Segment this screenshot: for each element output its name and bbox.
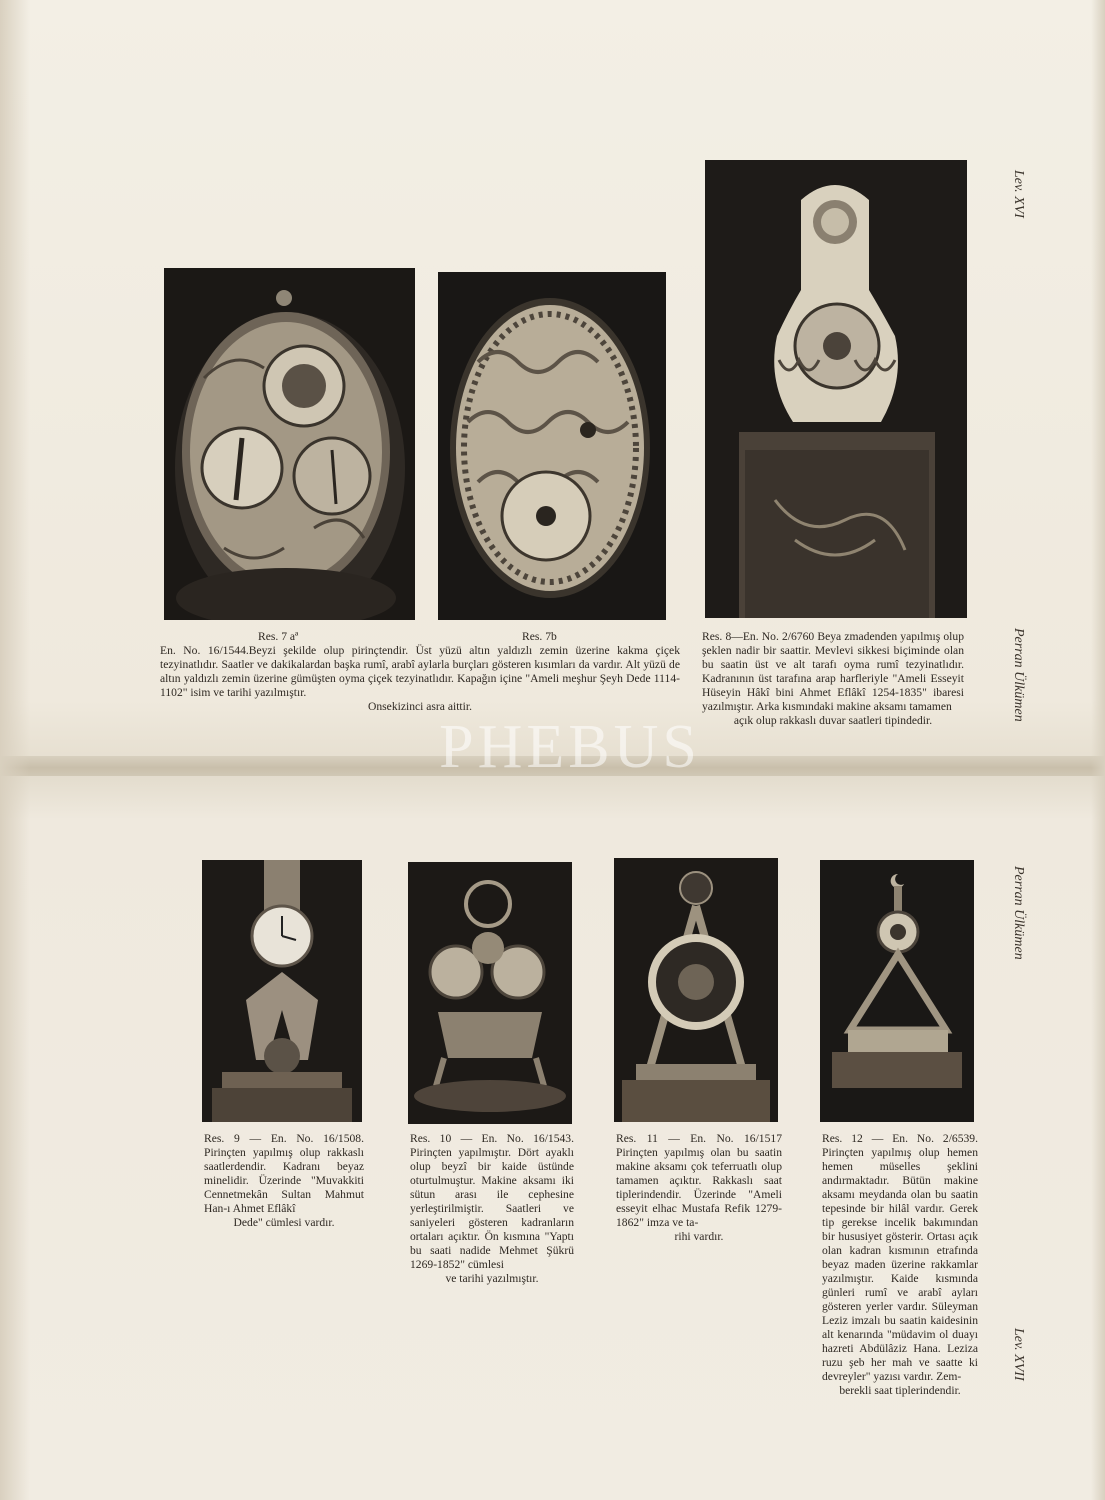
- label-res-7b: Res. 7b: [522, 630, 557, 643]
- watch-7a-image: [164, 268, 415, 620]
- watch-7b-image: [438, 272, 666, 620]
- label-res-7a: Res. 7 aª: [258, 630, 299, 643]
- page-edge-right: [1091, 0, 1105, 1500]
- photo-res-10: [408, 862, 572, 1124]
- description-res-7-end: Onsekizinci asra aittir.: [368, 700, 472, 713]
- caption-res-7: [160, 630, 680, 714]
- photo-res-7a: [164, 268, 415, 620]
- clock-9-image: [202, 860, 362, 1122]
- photo-res-8: [705, 160, 967, 618]
- description-res-11: Res. 11 — En. No. 16/1517 Pirinçten yapılmış olan bu saatin makine aksamı çok teferruatlı olup tamamen açıktır. Rakkaslı saat tiplerindendir. Üzerinde "Ameli esseyit elhac Mustafa Refik 1279-1862" imza ve ta-: [616, 1132, 782, 1229]
- clock-10-image: [408, 862, 572, 1124]
- author-runner-bottom: Perran Ülkümen: [1011, 866, 1026, 960]
- plate-number-top: Lev. XVI: [1011, 170, 1026, 218]
- author-runner-top: Perran Ülkümen: [1011, 628, 1026, 722]
- description-res-8: Res. 8—En. No. 2/6760 Beya zmadenden yapılmış olup şeklen nadir bir saattir. Mevlevi sikkesi biçiminde olan bu saatin üst ve alt tarafı oyma rumî tezyinatlıdır. Kadranının üst tarafına arap harfleriyle "Ameli Esseyit Hüseyin Hâkî bini Ahmet Eflâkî 1254-1835" ibaresi yazılmıştır. Arka kısmındaki makine aksamı tamamen: [702, 630, 964, 713]
- description-res-10: Res. 10 — En. No. 16/1543. Pirinçten yapılmıştır. Dört ayaklı olup beyzî bir kaide üstünde oturtulmuştur. Makine aksamı iki sütun arası ile cephesine yerleştirilmiştir. Saatleri ve saniyeleri gösteren kadranların ortaları açıktır. Ön kısmına "Yaptı bu saati nadide Mehmet Şükrü 1269-1852" cümlesi: [410, 1132, 574, 1271]
- caption-res-12: [822, 1132, 978, 1398]
- description-res-8-end: açık olup rakkaslı duvar saatleri tipindedir.: [733, 714, 933, 727]
- photo-res-9: [202, 860, 362, 1122]
- description-res-7: En. No. 16/1544.Beyzi şekilde olup pirinçtendir. Üst yüzü altın yaldızlı zemin üzerine kakma çiçek tezyinatlıdır. Saatler ve dakikalardan başka rumî, arabî aylarla burçları gösteren kısımları da vardır. Alt yüzü de altın yaldızlı zemin üzerine gümüşten oyma çiçek tezyinatlıdır. Kapağın içine "Ameli meşhur Şeyh Dede 1114-1102" isim ve tarihi yazılmıştır.: [160, 644, 680, 699]
- photo-res-11: [614, 858, 778, 1122]
- clock-12-image: [820, 860, 974, 1122]
- photo-res-7b: [438, 272, 666, 620]
- description-res-9-end: Dede" cümlesi vardır.: [233, 1216, 335, 1229]
- caption-res-10: [410, 1132, 574, 1286]
- description-res-12-end: berekli saat tiplerindendir.: [839, 1384, 961, 1397]
- caption-res-11: [616, 1132, 782, 1244]
- clock-8-image: [705, 160, 967, 618]
- clock-11-image: [614, 858, 778, 1122]
- photo-res-12: [820, 860, 974, 1122]
- watermark: PHEBUS: [439, 713, 701, 781]
- plate-number-bottom: Lev. XVII: [1011, 1328, 1026, 1381]
- caption-res-9: [204, 1132, 364, 1230]
- description-res-12: Res. 12 — En. No. 2/6539. Pirinçten yapılmış olup hemen hemen müselles şeklini andırmaktadır. Bütün makine aksamı meydanda olan bu saatin tepesinde bir hilâl vardır. Gerek tip gerekse incelik bakımından bir hususiyet gösterir. Ortası açık olan kadran kısmının etrafında beyaz maden üzerine rakkamlar yazılmıştır. Kaide kısmında günleri rumî ve arabî ayları gösteren yerler vardır. Süleyman Leziz imzalı bu saatin kaidesinin alt kenarında "müdavim ol duayı hazreti Abdülâziz Hana. Leziza ruzu şeb her mah ve saatte ki devreyler" yazısı vardır. Zem-: [822, 1132, 978, 1383]
- description-res-9: Res. 9 — En. No. 16/1508. Pirinçten yapılmış olup rakkaslı saatlerdendir. Kadranı beyaz minelidir. Üzerinde "Muvakkiti Cennetmekân Sultan Mahmut Han-ı Ahmet Eflâkî: [204, 1132, 364, 1215]
- description-res-11-end: rihi vardır.: [674, 1230, 724, 1243]
- description-res-10-end: ve tarihi yazılmıştır.: [445, 1272, 539, 1285]
- page-edge-shadow: [0, 0, 30, 1500]
